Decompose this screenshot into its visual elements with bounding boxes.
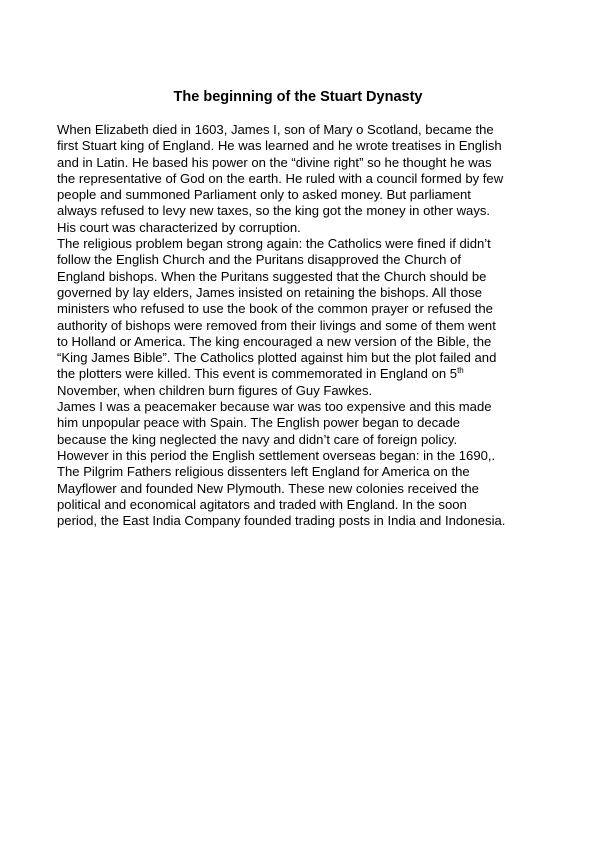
text-line: and in Latin. He based his power on the “divine right” so he thought he was [57,154,492,170]
text-line: political and economical agitators and traded with England. In the soon [57,496,467,512]
text-line: because the king neglected the navy and didn’t care of foreign policy. [57,431,458,447]
text-line: November, when children burn figures of Guy Fawkes. [57,382,373,398]
text-line: The Pilgrim Fathers religious dissenters left England for America on the [57,464,470,480]
ordinal-superscript: th [457,366,464,376]
document-body [57,122,547,529]
text-line: The religious problem began strong again: the Catholics were fined if didn’t [57,236,491,252]
text-line: When Elizabeth died in 1603, James I, son of Mary o Scotland, became the [57,122,494,137]
text-line: period, the East India Company founded trading posts in India and Indonesia. [57,513,506,529]
text-line: ministers who refused to use the book of the common prayer or refused the [57,301,493,317]
text-line: first Stuart king of England. He was learned and he wrote treatises in English [57,138,502,154]
text-line: follow the English Church and the Puritans disapproved the Church of [57,252,461,268]
text-line: Mayflower and founded New Plymouth. These new colonies received the [57,480,479,496]
text-line: “King James Bible”. The Catholics plotted against him but the plot failed and [57,350,497,366]
text-line: people and summoned Parliament only to asked money. But parliament [57,187,471,203]
text-line: him unpopular peace with Spain. The English power began to decade [57,415,461,431]
text-line: to Holland or America. The king encouraged a new version of the Bible, the [57,333,492,349]
text-line: James I was a peacemaker because war was too expensive and this made [57,399,492,415]
document-title: The beginning of the Stuart Dynasty [173,89,423,105]
text-line: His court was characterized by corruption. [57,219,301,235]
text-line-content: the plotters were killed. This event is commemorated in England on 5 [57,366,458,382]
text-line: However in this period the English settlement overseas began: in the 1690,. [57,447,496,463]
text-line: England bishops. When the Puritans suggested that the Church should be [57,268,487,284]
text-line: governed by lay elders, James insisted on retaining the bishops. All those [57,284,483,300]
text-line: authority of bishops were removed from their livings and some of them went [57,317,496,333]
text-line: always refused to levy new taxes, so the king got the money in other ways. [57,203,491,219]
text-line: the representative of God on the earth. He ruled with a council formed by few [57,170,504,186]
text-line-with-superscript [57,366,547,382]
